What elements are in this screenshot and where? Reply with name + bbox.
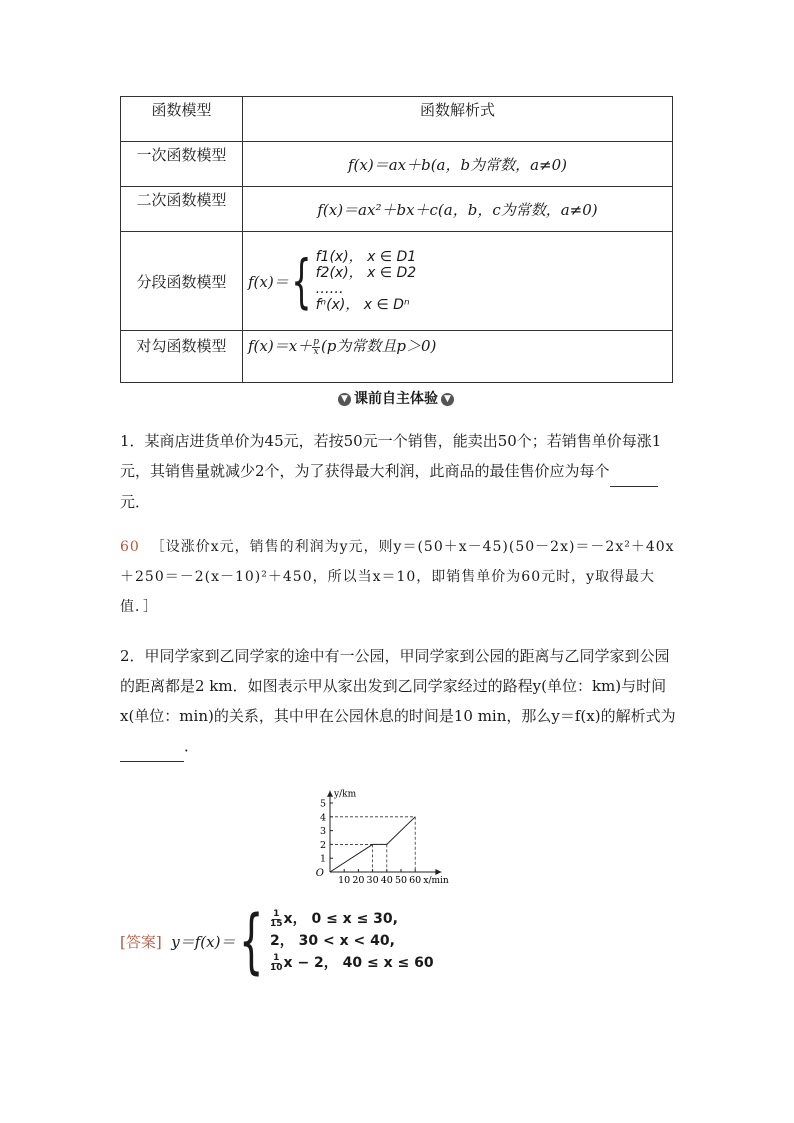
model-name: 对勾函数模型 bbox=[121, 331, 243, 383]
question-2-text: 2．甲同学家到乙同学家的途中有一公园，甲同学家到公园的距离与乙同学家到公园的距离都是2 km．如图表示甲从家出发到乙同学家经过的路程y(单位：km)与时间x(单位：min)的关系，其中甲在公园休息的时间是10 min，那么y＝f(x)的解析式为 bbox=[120, 647, 676, 725]
y-tick-label: 3 bbox=[319, 826, 326, 838]
answer-cases bbox=[270, 908, 434, 974]
question-1-text: 1．某商店进货单价为45元，若按50元一个销售，能卖出50个；若销售单价每涨1元，其销售量就减少2个，为了获得最大利润，此商品的最佳售价应为每个 bbox=[120, 432, 662, 480]
left-brace: { bbox=[239, 900, 264, 982]
case-line: f1(x)， x ∈ D1 bbox=[315, 249, 417, 265]
table-row bbox=[121, 331, 673, 383]
frac-den: x bbox=[313, 346, 319, 357]
answer-1-value: 60 bbox=[120, 539, 140, 555]
frac-num: 1 bbox=[273, 908, 280, 919]
section-banner bbox=[320, 388, 472, 410]
answer-blank bbox=[120, 731, 184, 762]
case-line: …… bbox=[315, 281, 344, 297]
case-expr: 2， 30 < x < 40, bbox=[270, 933, 395, 949]
model-name: 分段函数模型 bbox=[121, 232, 243, 331]
question-2 bbox=[120, 641, 680, 762]
question-2-tail: ． bbox=[184, 737, 200, 755]
x-tick-label: 30 bbox=[366, 875, 379, 885]
answer-1-explanation: ［设涨价x元，销售的利润为y元，则y＝(50＋x－45)(50－2x)＝－2x²＋40x＋250＝－2(x－10)²＋450，所以当x＝10，即销售单价为60元时，y取得最大值．］ bbox=[120, 539, 675, 615]
model-formula: f(x)＝ax²＋bx＋c(a，b，c为常数，a≠0) bbox=[243, 187, 673, 232]
frac-num: p bbox=[313, 336, 319, 347]
question-1-tail: 元． bbox=[120, 493, 151, 511]
frac-den: 15 bbox=[270, 918, 283, 929]
case-line: f2(x)， x ∈ D2 bbox=[315, 265, 417, 281]
y-tick-label: 4 bbox=[319, 812, 326, 824]
piecewise-formula bbox=[243, 232, 673, 331]
banner-title: 课前自主体验 bbox=[354, 391, 438, 407]
y-axis-arrow bbox=[327, 791, 333, 797]
table-header-row bbox=[121, 97, 673, 142]
header-model: 函数模型 bbox=[121, 97, 243, 142]
chevron-down-icon: ▼ bbox=[338, 393, 351, 406]
header-formula: 函数解析式 bbox=[243, 97, 673, 142]
distance-time-chart bbox=[300, 780, 490, 885]
case-expr: x − 2， 40 ≤ x ≤ 60 bbox=[283, 955, 434, 971]
origin-label: O bbox=[315, 868, 324, 879]
formula-post: (p为常数且p＞0) bbox=[320, 337, 437, 355]
answer-1 bbox=[120, 532, 680, 622]
x-tick-label: 20 bbox=[352, 875, 365, 885]
case-line: fⁿ(x)， x ∈ Dⁿ bbox=[315, 297, 410, 313]
model-formula bbox=[243, 331, 673, 383]
x-tick-label: 50 bbox=[394, 875, 408, 885]
function-model-table bbox=[120, 96, 673, 383]
case-line bbox=[270, 908, 434, 930]
left-brace: { bbox=[291, 247, 312, 315]
x-tick-label: 10 bbox=[338, 875, 351, 885]
x-tick-label: 60 bbox=[409, 875, 422, 885]
answer-blank bbox=[610, 456, 658, 487]
table-row bbox=[121, 142, 673, 187]
model-formula: f(x)＝ax＋b(a，b为常数，a≠0) bbox=[243, 142, 673, 187]
answer-prefix: y＝f(x)＝ bbox=[171, 932, 236, 951]
frac-num: 1 bbox=[273, 952, 280, 963]
table-row bbox=[121, 187, 673, 232]
table-row bbox=[121, 232, 673, 331]
x-axis-arrow bbox=[435, 869, 441, 875]
y-axis-label: y/km bbox=[334, 789, 357, 800]
case-line bbox=[270, 930, 434, 952]
y-tick-label: 1 bbox=[319, 853, 326, 865]
chevron-down-icon: ▼ bbox=[441, 393, 454, 406]
x-axis-label: x/min bbox=[423, 876, 449, 885]
y-tick-label: 2 bbox=[319, 839, 326, 851]
piecewise-cases bbox=[316, 249, 417, 313]
model-name: 一次函数模型 bbox=[121, 142, 243, 187]
frac-den: 10 bbox=[270, 962, 283, 973]
question-1 bbox=[120, 426, 680, 517]
y-tick-label: 5 bbox=[319, 798, 326, 810]
answer-2 bbox=[120, 900, 434, 982]
piecewise-prefix: f(x)＝ bbox=[248, 272, 289, 291]
case-expr: x， 0 ≤ x ≤ 30, bbox=[283, 911, 398, 927]
case-line bbox=[270, 952, 434, 974]
model-name: 二次函数模型 bbox=[121, 187, 243, 232]
formula-pre: f(x)＝x＋ bbox=[248, 337, 313, 355]
x-tick-label: 40 bbox=[380, 875, 393, 885]
answer-label: [答案] bbox=[120, 932, 162, 951]
